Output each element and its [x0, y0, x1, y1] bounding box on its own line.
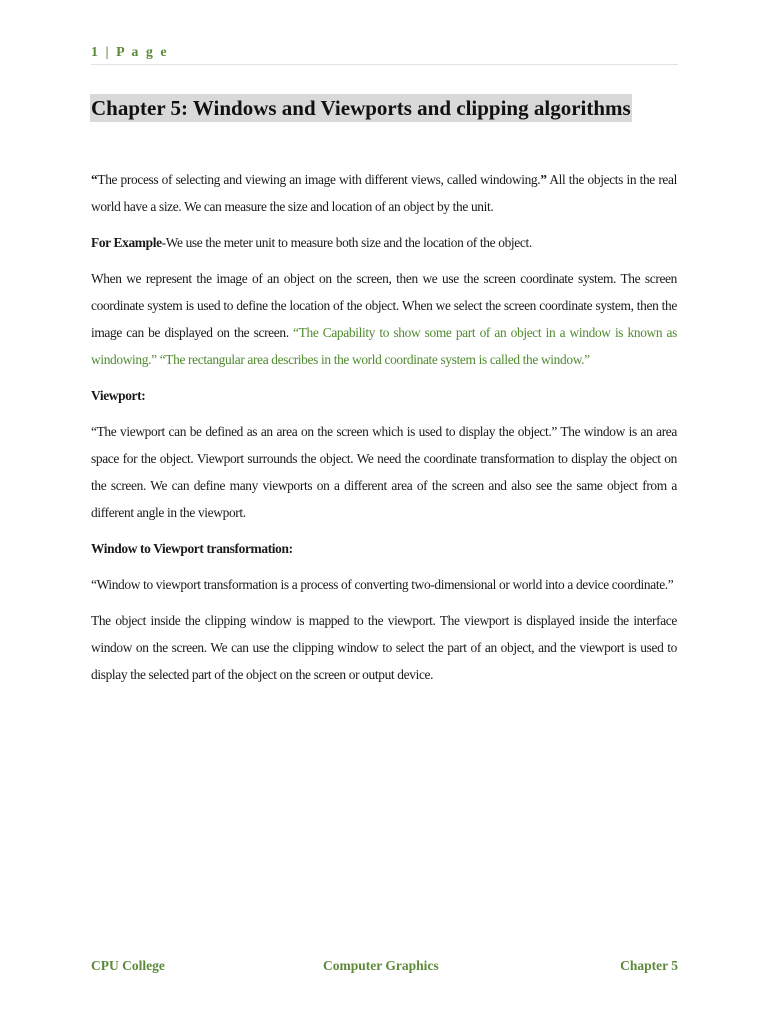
viewport-paragraph: “The viewport can be defined as an area on the screen which is used to display the object.” The window is an area space for the object. Viewport surrounds the object. We need the coordinate transformation to display the object on the screen. We can define many viewports on a different area of the screen and also see the same object from a different angle in the viewport.	[91, 424, 677, 520]
windowing-definition-quote: The process of selecting and viewing an image with different views, called windowing.	[97, 172, 541, 187]
page-header	[91, 44, 678, 65]
footer-course: Computer Graphics	[323, 958, 439, 973]
page-number: 1 | P a g e	[91, 45, 169, 60]
window-definition-quote: “The Capability to show some part of an object in a window is known as windowing.” “The rectangular area describes in the world coordinate system is called the window.”	[91, 325, 677, 367]
intro-paragraph-rest: All the objects in the real world have a size. We can measure the size and location of an object by the unit.	[91, 172, 677, 214]
screen-coordinate-text: When we represent the image of an object on the screen, then we use the screen coordinate system. The screen coordinate system is used to define the location of the object. When we select the screen coordinate system, then the image can be displayed on the screen.	[91, 271, 677, 340]
close-quote-mark: ”	[540, 172, 547, 187]
footer-chapter: Chapter 5	[620, 958, 678, 973]
footer-college: CPU College	[91, 958, 165, 973]
example-paragraph	[91, 229, 677, 256]
intro-paragraph	[91, 166, 677, 220]
open-quote-mark: “	[91, 172, 98, 187]
example-label: For Example	[91, 235, 162, 250]
transformation-definition-paragraph: “Window to viewport transformation is a process of converting two-dimensional or world into a device coordinate.”	[91, 577, 674, 592]
heading-viewport: Viewport:	[91, 388, 146, 403]
screen-coordinate-paragraph	[91, 265, 677, 373]
clipping-window-paragraph: The object inside the clipping window is mapped to the viewport. The viewport is displayed inside the interface window on the screen. We can use the clipping window to select the part of an object, and the viewport is used to display the selected part of the object on the screen or output device.	[91, 613, 677, 682]
heading-window-to-viewport: Window to Viewport transformation:	[91, 541, 293, 556]
page-footer	[91, 958, 678, 980]
example-text: -We use the meter unit to measure both size and the location of the object.	[161, 235, 532, 250]
chapter-title: Chapter 5: Windows and Viewports and clipping algorithms	[91, 96, 631, 120]
document-body	[91, 166, 677, 697]
